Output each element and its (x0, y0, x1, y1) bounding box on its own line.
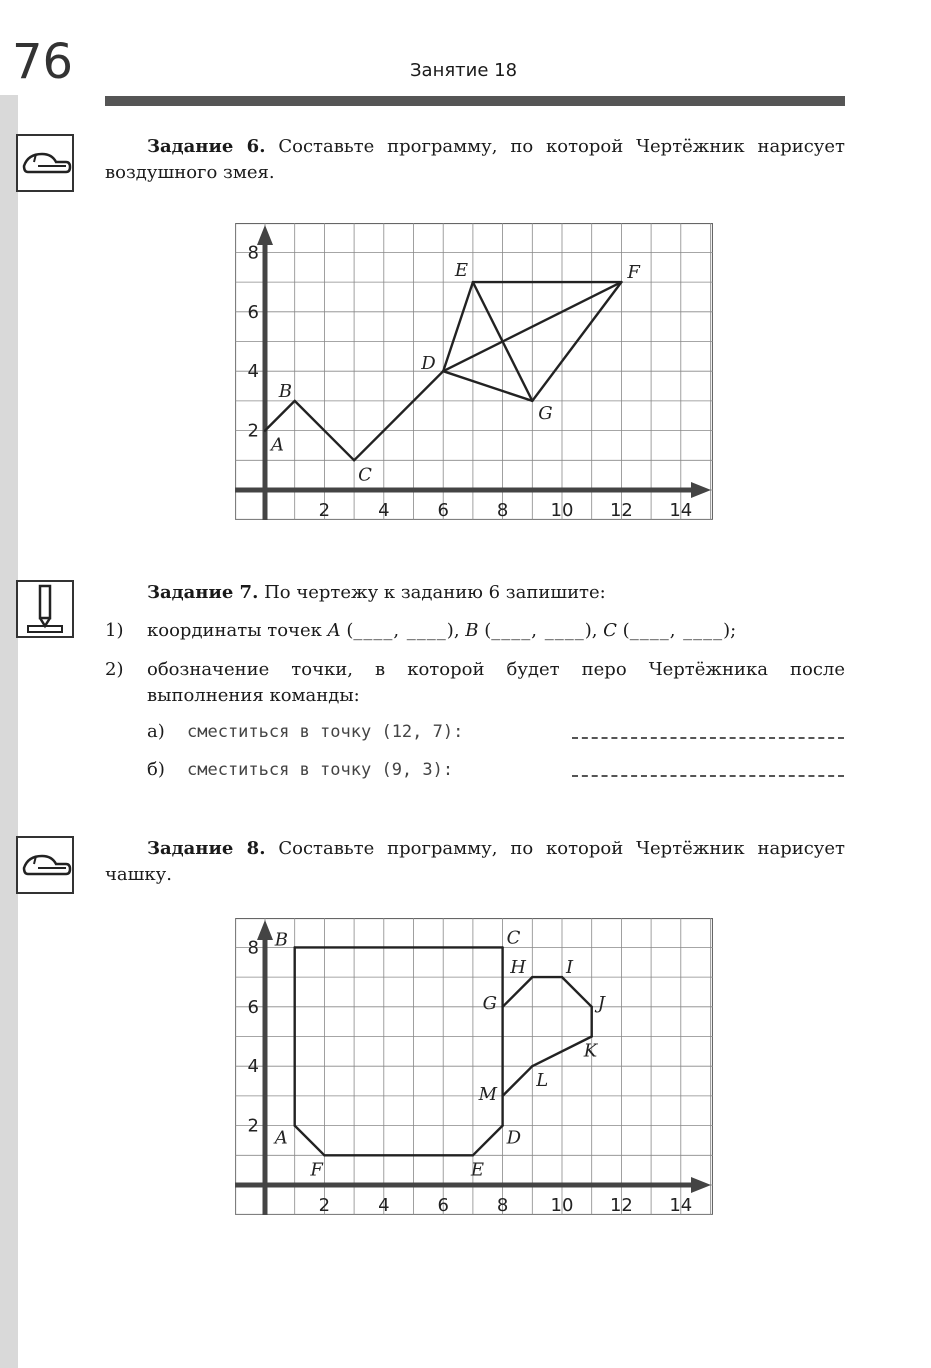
point-label-C: C (506, 927, 521, 949)
x-tick-label: 2 (318, 1195, 331, 1215)
task7-item-2 (105, 657, 845, 709)
point-label-L: L (536, 1070, 549, 1092)
task8-title: Задание 8. (147, 838, 266, 859)
task6-body: Составьте программу, по которой Чертёжник нарисует воздушного змея. (105, 136, 845, 183)
pen-icon (16, 580, 74, 638)
segment-CD (354, 371, 443, 460)
mouse-icon (16, 134, 74, 192)
x-axis-arrow (691, 482, 711, 498)
segment-FA (295, 1126, 325, 1156)
sub-a-answer-line[interactable] (572, 737, 844, 739)
x-tick-label: 12 (609, 1195, 633, 1215)
point-label-H: H (510, 957, 527, 979)
task8-body: Составьте программу, по которой Чертёжник нарисует чашку. (105, 838, 845, 885)
point-label-I: I (566, 957, 574, 979)
x-tick-label: 8 (496, 500, 509, 520)
y-tick-label: 4 (247, 1056, 259, 1078)
x-tick-label: 14 (669, 1195, 693, 1215)
segment-DE (473, 1126, 503, 1156)
item2-text: обозначение точки, в которой будет перо Чертёжника после выполнения команды: (147, 659, 845, 706)
point-label-B: B (278, 380, 292, 402)
cup-graph (235, 918, 713, 1215)
sub-a-label: а) (147, 721, 165, 742)
kite-graph (235, 223, 713, 520)
point-label-A: A (274, 1127, 288, 1149)
x-tick-label: 6 (437, 500, 449, 520)
y-tick-label: 8 (247, 242, 259, 264)
point-label-G: G (482, 992, 497, 1014)
task6-title: Задание 6. (147, 136, 266, 157)
task8-text (105, 836, 845, 888)
x-axis-arrow (691, 1177, 711, 1193)
mouse-icon (16, 836, 74, 894)
point-label-D: D (421, 353, 436, 375)
y-tick-label: 4 (247, 361, 259, 383)
segment-IJ (562, 977, 592, 1007)
segment-GH (503, 977, 533, 1007)
sub-b-command: сместиться в точку (9, 3): (187, 760, 454, 780)
task6-text (105, 134, 845, 186)
task7-title: Задание 7. (147, 582, 259, 603)
x-tick-label: 10 (550, 1195, 574, 1215)
item1-text: координаты точек (147, 620, 322, 641)
sub-b-label: б) (147, 759, 165, 780)
header-rule (105, 96, 845, 106)
point-label-G: G (538, 402, 553, 424)
x-tick-label: 14 (669, 500, 693, 520)
task7-text (105, 580, 845, 606)
y-tick-label: 6 (247, 301, 259, 323)
point-label-A: A (271, 434, 284, 456)
item1-number: 1) (105, 620, 124, 641)
sub-b-answer-line[interactable] (572, 775, 844, 777)
lesson-title: Занятие 18 (410, 60, 518, 81)
y-axis-arrow (257, 920, 273, 940)
point-label-F: F (310, 1159, 323, 1181)
x-tick-label: 2 (318, 500, 331, 520)
segment-LM (503, 1066, 533, 1096)
point-label-E: E (454, 260, 469, 282)
x-tick-label: 12 (609, 500, 633, 520)
x-tick-label: 10 (550, 500, 574, 520)
point-label-B: B (274, 929, 288, 951)
page-number: 76 (12, 34, 74, 90)
y-tick-label: 6 (247, 996, 259, 1018)
point-label-E: E (470, 1159, 485, 1181)
task7-sub-a (147, 719, 847, 747)
point-label-J: J (597, 992, 605, 1014)
point-label-K: K (583, 1040, 598, 1062)
y-tick-label: 2 (247, 420, 259, 442)
task7-body: По чертежу к заданию 6 запишите: (264, 582, 606, 603)
x-tick-label: 4 (378, 1195, 390, 1215)
sub-a-command: сместиться в точку (12, 7): (187, 722, 464, 742)
grid (235, 223, 713, 520)
x-tick-label: 8 (496, 1195, 509, 1215)
task7-sub-b (147, 757, 847, 785)
y-axis-arrow (257, 225, 273, 245)
x-tick-label: 6 (437, 1195, 449, 1215)
y-tick-label: 2 (247, 1115, 259, 1137)
y-tick-label: 8 (247, 937, 259, 959)
segment-AB (265, 401, 295, 431)
item2-number: 2) (105, 659, 124, 680)
x-tick-label: 4 (378, 500, 390, 520)
point-label-M: M (478, 1083, 498, 1105)
point-label-C: C (358, 464, 372, 486)
point-label-F: F (627, 262, 640, 284)
point-label-D: D (506, 1127, 522, 1149)
page-sidebar (0, 95, 18, 1368)
